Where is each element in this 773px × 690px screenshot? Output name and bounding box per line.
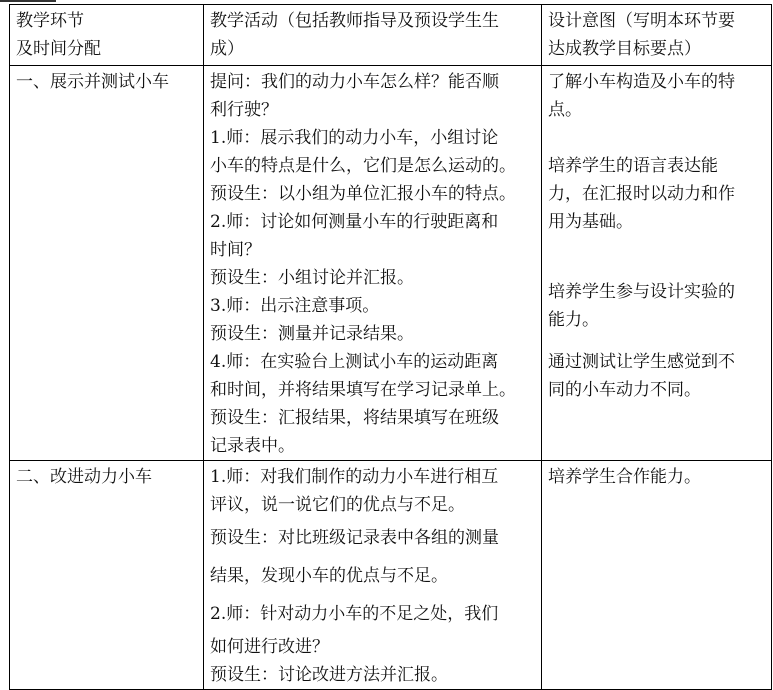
activity-line: 预设生：对比班级记录表中各组的测量 xyxy=(210,528,499,548)
activity-line: 1.师：对我们制作的动力小车进行相互 xyxy=(210,467,499,487)
activity-line: 和时间，并将结果填写在学习记录单上。 xyxy=(210,380,516,400)
activity-line: 记录表中。 xyxy=(210,436,295,456)
intent-line: 能力。 xyxy=(548,310,599,330)
activity-line: 预设生：测量并记录结果。 xyxy=(210,324,414,344)
activity-line: 预设生：小组讨论并汇报。 xyxy=(210,268,414,288)
activity-line: 2.师：针对动力小车的不足之处，我们 xyxy=(210,604,499,624)
activity-line: 4.师：在实验台上测试小车的运动距离 xyxy=(210,352,499,372)
intent-line: 培养学生参与设计实验的 xyxy=(548,282,735,302)
activity-cell xyxy=(204,461,542,690)
intent-cell xyxy=(542,66,772,461)
spacer xyxy=(548,236,766,264)
activity-line: 小车的特点是什么，它们是怎么运动的。 xyxy=(210,156,516,176)
intent-line: 培养学生合作能力。 xyxy=(548,467,701,487)
intent-cell xyxy=(542,461,772,690)
intent-line: 点。 xyxy=(548,100,582,120)
intent-line: 力，在汇报时以动力和作 xyxy=(548,184,735,204)
activity-line: 3.师：出示注意事项。 xyxy=(210,296,380,316)
activity-line: 预设生：讨论改进方法并汇报。 xyxy=(210,665,448,685)
spacer xyxy=(548,264,766,278)
activity-line: 利行驶？ xyxy=(210,100,278,120)
activity-line: 时间？ xyxy=(210,240,261,260)
spacer xyxy=(548,124,766,152)
intent-line: 了解小车构造及小车的特 xyxy=(548,72,735,92)
activity-line: 预设生：汇报结果，将结果填写在班级 xyxy=(210,408,499,428)
activity-cell xyxy=(204,66,542,461)
table-header-row xyxy=(10,5,772,66)
activity-line: 提问：我们的动力小车怎么样？能否顺 xyxy=(210,72,499,92)
stage-cell: 二、改进动力小车 xyxy=(10,461,204,690)
activity-line: 结果，发现小车的优点与不足。 xyxy=(210,566,448,586)
activity-line: 1.师：展示我们的动力小车，小组讨论 xyxy=(210,128,499,148)
lesson-plan-table xyxy=(9,4,772,690)
spacer xyxy=(548,334,766,348)
stage-cell: 一、展示并测试小车 xyxy=(10,66,204,461)
header-activity-cell: 教学活动（包括教师指导及预设学生生 成） xyxy=(204,5,542,66)
activity-line: 预设生：以小组为单位汇报小车的特点。 xyxy=(210,184,516,204)
activity-line: 评议，说一说它们的优点与不足。 xyxy=(210,495,465,515)
activity-line: 2.师：讨论如何测量小车的行驶距离和 xyxy=(210,212,499,232)
table-row xyxy=(10,461,772,690)
header-intent-cell: 设计意图（写明本环节要 达成教学目标要点） xyxy=(542,5,772,66)
activity-line: 如何进行改进？ xyxy=(210,637,329,657)
intent-line: 通过测试让学生感觉到不 xyxy=(548,352,735,372)
table-row xyxy=(10,66,772,461)
intent-line: 用为基础。 xyxy=(548,212,633,232)
intent-line: 培养学生的语言表达能 xyxy=(548,156,718,176)
intent-line: 同的小车动力不同。 xyxy=(548,380,701,400)
header-stage-cell: 教学环节 及时间分配 xyxy=(10,5,204,66)
